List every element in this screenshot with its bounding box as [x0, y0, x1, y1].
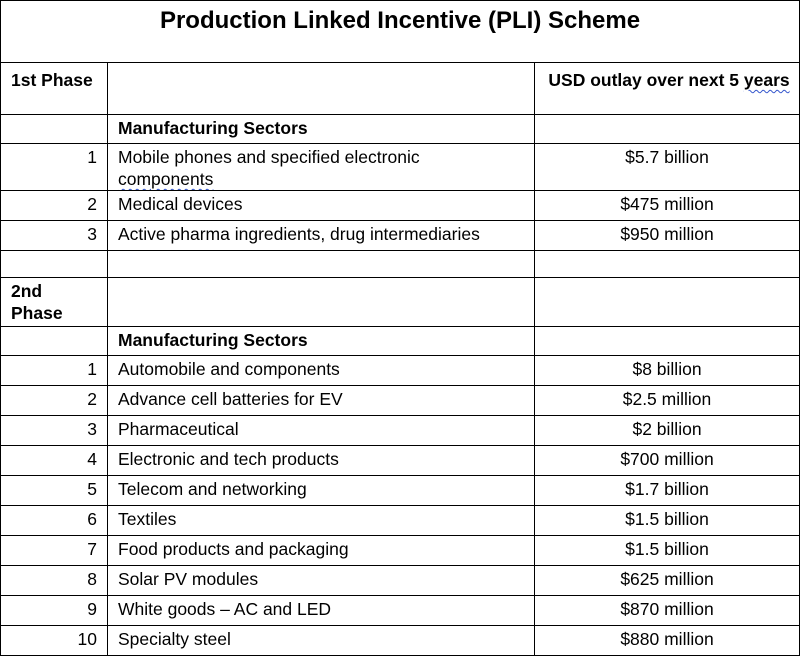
sector-name: Advance cell batteries for EV [108, 386, 535, 416]
row-number: 2 [1, 191, 108, 221]
phase2-label-line1: 2nd [11, 281, 43, 301]
phase1-sectors-header-row [1, 115, 800, 144]
outlay-amount: $2 billion [535, 416, 800, 446]
table-row [1, 386, 800, 416]
title-row [1, 1, 800, 63]
outlay-amount: $880 million [535, 626, 800, 656]
phase2-header-row [1, 278, 800, 327]
outlay-column-header [535, 63, 800, 115]
sectors-header: Manufacturing Sectors [108, 327, 535, 356]
table-row [1, 221, 800, 251]
outlay-amount: $700 million [535, 446, 800, 476]
sector-name: Specialty steel [108, 626, 535, 656]
table-row [1, 626, 800, 656]
table-row [1, 566, 800, 596]
sector-name: Automobile and components [108, 356, 535, 386]
phase1-label: 1st Phase [1, 63, 108, 115]
empty-cell [535, 327, 800, 356]
sector-name: Electronic and tech products [108, 446, 535, 476]
empty-cell [1, 115, 108, 144]
phase2-label-line2: Phase [11, 303, 63, 323]
row-number: 1 [1, 144, 108, 191]
sector-name: Telecom and networking [108, 476, 535, 506]
outlay-amount: $950 million [535, 221, 800, 251]
empty-cell [535, 251, 800, 278]
phase2-sectors-header-row [1, 327, 800, 356]
table-row [1, 446, 800, 476]
row-number: 5 [1, 476, 108, 506]
outlay-amount: $475 million [535, 191, 800, 221]
table-row [1, 144, 800, 191]
phase2-label [1, 278, 108, 327]
empty-cell [1, 251, 108, 278]
row-number: 6 [1, 506, 108, 536]
sector-name: Solar PV modules [108, 566, 535, 596]
row-number: 10 [1, 626, 108, 656]
table-row [1, 191, 800, 221]
phase1-header-row [1, 63, 800, 115]
outlay-amount: $870 million [535, 596, 800, 626]
sector-name [108, 144, 535, 191]
sector-name: Medical devices [108, 191, 535, 221]
outlay-amount: $1.7 billion [535, 476, 800, 506]
outlay-amount: $1.5 billion [535, 536, 800, 566]
outlay-amount: $625 million [535, 566, 800, 596]
table-row [1, 416, 800, 446]
empty-cell [535, 115, 800, 144]
spacer-row [1, 251, 800, 278]
sector-name: Textiles [108, 506, 535, 536]
table-row [1, 476, 800, 506]
row-number: 1 [1, 356, 108, 386]
row-number: 4 [1, 446, 108, 476]
empty-cell [108, 278, 535, 327]
outlay-amount: $5.7 billion [535, 144, 800, 191]
sector-name: Pharmaceutical [108, 416, 535, 446]
sector-name-line2: components [118, 169, 214, 189]
empty-cell [108, 251, 535, 278]
page-title: Production Linked Incentive (PLI) Scheme [1, 1, 800, 63]
outlay-header-spellcheck-word: years [743, 70, 790, 90]
sectors-header: Manufacturing Sectors [108, 115, 535, 144]
outlay-amount: $1.5 billion [535, 506, 800, 536]
empty-cell [535, 278, 800, 327]
table-row [1, 356, 800, 386]
outlay-amount: $8 billion [535, 356, 800, 386]
outlay-amount: $2.5 million [535, 386, 800, 416]
sector-name: White goods – AC and LED [108, 596, 535, 626]
empty-cell [108, 63, 535, 115]
sector-name-line1: Mobile phones and specified electronic [118, 147, 420, 167]
row-number: 3 [1, 416, 108, 446]
row-number: 3 [1, 221, 108, 251]
table-row [1, 536, 800, 566]
table-row [1, 596, 800, 626]
sector-name: Food products and packaging [108, 536, 535, 566]
sector-name: Active pharma ingredients, drug intermediaries [108, 221, 535, 251]
row-number: 2 [1, 386, 108, 416]
outlay-header-text: USD outlay over next 5 [548, 70, 744, 90]
empty-cell [1, 327, 108, 356]
row-number: 7 [1, 536, 108, 566]
row-number: 9 [1, 596, 108, 626]
row-number: 8 [1, 566, 108, 596]
table-row [1, 506, 800, 536]
